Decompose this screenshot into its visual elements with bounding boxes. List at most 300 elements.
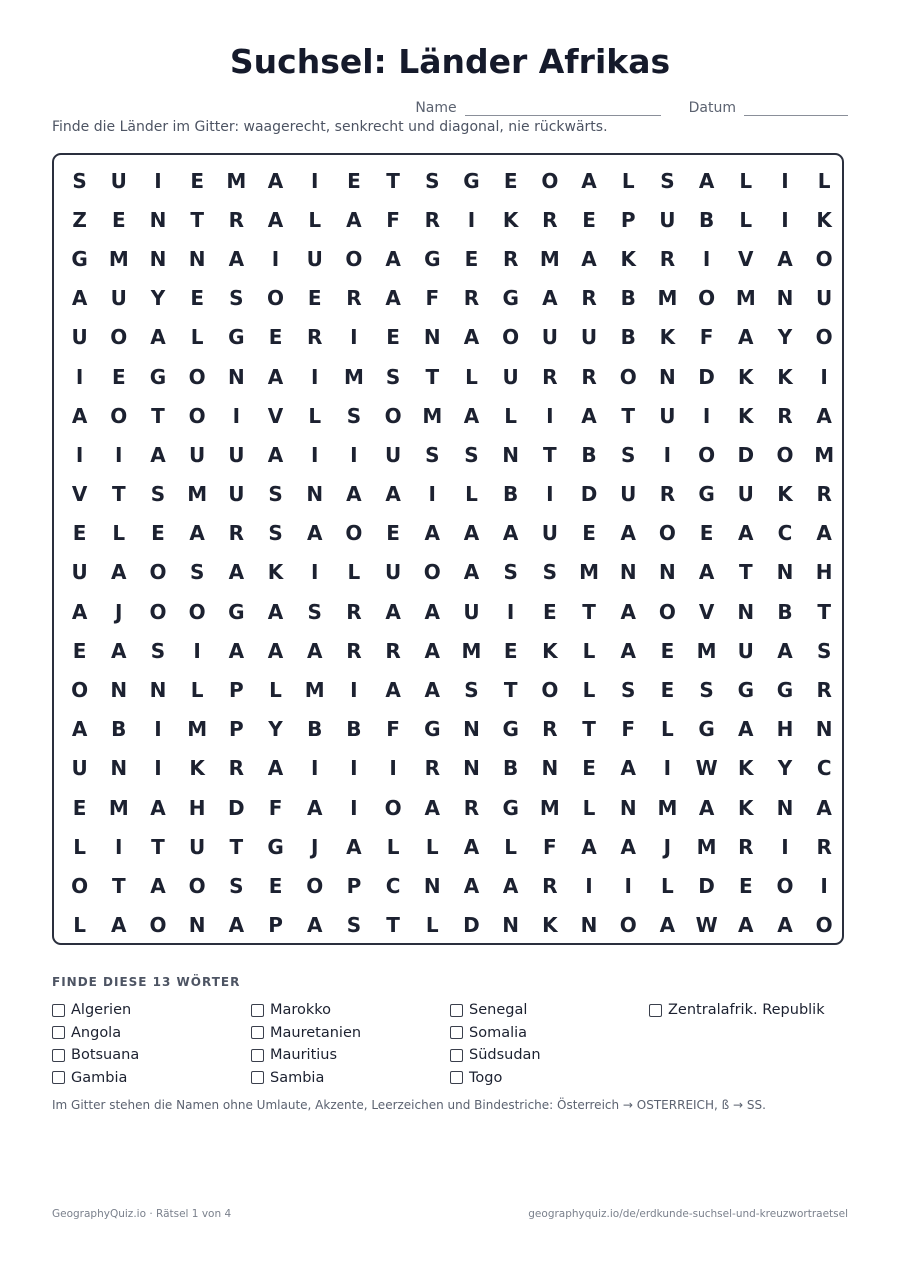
grid-cell[interactable]: G (228, 599, 245, 624)
grid-cell[interactable]: W (695, 913, 718, 938)
grid-cell[interactable]: U (816, 286, 833, 311)
grid-cell[interactable]: R (738, 834, 754, 859)
grid-cell[interactable]: C (777, 521, 793, 546)
grid-cell[interactable]: H (188, 795, 206, 820)
grid-cell[interactable]: G (737, 678, 754, 703)
grid-cell[interactable]: O (698, 286, 716, 311)
grid-cell[interactable]: T (503, 678, 518, 703)
grid-cell[interactable]: A (698, 168, 715, 193)
grid-cell[interactable]: I (781, 207, 789, 232)
grid-cell[interactable]: T (151, 403, 165, 428)
grid-cell[interactable]: R (463, 286, 480, 311)
date-field[interactable] (744, 101, 848, 116)
grid-cell[interactable]: A (150, 873, 166, 898)
grid-cell[interactable]: K (620, 246, 636, 271)
grid-cell[interactable]: I (232, 403, 241, 428)
grid-cell[interactable]: O (815, 325, 833, 350)
grid-cell[interactable]: G (502, 717, 519, 742)
grid-cell[interactable]: A (463, 834, 480, 859)
grid-cell[interactable]: U (306, 246, 323, 271)
grid-cell[interactable]: A (502, 521, 519, 546)
grid-cell[interactable]: A (738, 717, 754, 742)
grid-cell[interactable]: S (150, 482, 166, 507)
grid-cell[interactable]: M (187, 717, 208, 742)
grid-cell[interactable]: I (350, 325, 358, 350)
grid-cell[interactable]: G (267, 834, 284, 859)
grid-cell[interactable]: B (777, 599, 793, 624)
grid-cell[interactable]: G (502, 286, 519, 311)
grid-cell[interactable]: A (267, 442, 284, 467)
grid-cell[interactable]: S (150, 638, 166, 663)
grid-cell[interactable]: A (385, 599, 401, 624)
grid-cell[interactable]: G (424, 246, 441, 271)
grid-cell[interactable]: N (580, 913, 598, 938)
grid-cell[interactable]: A (346, 207, 362, 232)
checkbox-icon[interactable] (450, 1004, 463, 1017)
grid-cell[interactable]: R (424, 756, 440, 781)
grid-cell[interactable]: F (386, 207, 400, 232)
grid-cell[interactable]: M (226, 168, 247, 193)
grid-cell[interactable]: G (149, 364, 167, 389)
grid-cell[interactable]: U (659, 207, 676, 232)
grid-cell[interactable]: G (698, 482, 715, 507)
grid-cell[interactable]: M (187, 482, 208, 507)
grid-cell[interactable]: M (814, 442, 835, 467)
grid-cell[interactable]: L (661, 873, 674, 898)
grid-cell[interactable]: R (424, 207, 440, 232)
word-list-item[interactable] (52, 999, 251, 1022)
grid-cell[interactable]: O (776, 442, 794, 467)
grid-cell[interactable]: A (463, 560, 480, 585)
grid-cell[interactable]: R (502, 246, 519, 271)
grid-cell[interactable]: B (346, 717, 362, 742)
grid-cell[interactable]: O (306, 873, 324, 898)
grid-cell[interactable]: A (816, 795, 832, 820)
grid-cell[interactable]: K (816, 207, 832, 232)
word-list-item[interactable] (52, 1067, 251, 1090)
grid-cell[interactable]: S (229, 286, 244, 311)
grid-cell[interactable]: M (539, 246, 560, 271)
grid-cell[interactable]: A (306, 795, 323, 820)
grid-cell[interactable]: I (115, 834, 123, 859)
grid-cell[interactable]: M (696, 834, 717, 859)
grid-cell[interactable]: A (463, 403, 480, 428)
grid-cell[interactable]: A (267, 364, 284, 389)
grid-cell[interactable]: S (503, 560, 518, 585)
grid-cell[interactable]: E (386, 325, 400, 350)
grid-cell[interactable]: N (659, 560, 676, 585)
grid-cell[interactable]: B (111, 717, 127, 742)
grid-cell[interactable]: S (72, 168, 87, 193)
grid-cell[interactable]: O (658, 599, 676, 624)
grid-cell[interactable]: A (111, 913, 127, 938)
checkbox-icon[interactable] (52, 1049, 65, 1062)
grid-cell[interactable]: O (188, 873, 206, 898)
grid-cell[interactable]: A (502, 873, 519, 898)
grid-cell[interactable]: Y (777, 756, 793, 781)
grid-cell[interactable]: I (154, 717, 162, 742)
grid-cell[interactable]: A (620, 638, 636, 663)
grid-cell[interactable]: U (659, 403, 676, 428)
grid-cell[interactable]: F (621, 717, 636, 742)
grid-cell[interactable]: I (310, 756, 319, 781)
grid-cell[interactable]: L (73, 913, 86, 938)
grid-cell[interactable]: F (543, 834, 557, 859)
grid-cell[interactable]: A (738, 325, 754, 350)
grid-cell[interactable]: E (268, 873, 283, 898)
grid-cell[interactable]: F (699, 325, 714, 350)
grid-cell[interactable]: E (111, 364, 126, 389)
grid-cell[interactable]: E (582, 756, 596, 781)
grid-cell[interactable]: K (542, 638, 558, 663)
grid-cell[interactable]: E (543, 599, 557, 624)
grid-cell[interactable]: A (385, 246, 401, 271)
grid-cell[interactable]: H (776, 717, 794, 742)
grid-cell[interactable]: I (115, 442, 123, 467)
grid-cell[interactable]: N (227, 364, 245, 389)
grid-cell[interactable]: N (776, 560, 794, 585)
grid-cell[interactable]: T (738, 560, 753, 585)
grid-cell[interactable]: T (111, 482, 126, 507)
grid-cell[interactable]: L (347, 560, 361, 585)
grid-cell[interactable]: S (621, 678, 636, 703)
grid-cell[interactable]: R (542, 207, 558, 232)
grid-cell[interactable]: R (346, 638, 362, 663)
grid-cell[interactable]: U (384, 442, 402, 467)
grid-cell[interactable]: A (620, 834, 636, 859)
grid-cell[interactable]: P (229, 678, 244, 703)
grid-cell[interactable]: I (310, 168, 319, 193)
grid-cell[interactable]: A (424, 678, 441, 703)
word-list-item[interactable] (251, 1067, 450, 1090)
grid-cell[interactable]: R (659, 482, 676, 507)
word-list-item[interactable] (450, 1044, 649, 1067)
grid-cell[interactable]: O (110, 403, 128, 428)
grid-cell[interactable]: J (310, 834, 319, 859)
grid-cell[interactable]: L (504, 834, 518, 859)
grid-cell[interactable]: E (190, 168, 204, 193)
grid-cell[interactable]: R (228, 756, 245, 781)
grid-cell[interactable]: D (698, 873, 715, 898)
grid-cell[interactable]: M (657, 795, 678, 820)
grid-cell[interactable]: D (463, 913, 480, 938)
grid-cell[interactable]: V (738, 246, 754, 271)
grid-cell[interactable]: A (306, 913, 323, 938)
grid-cell[interactable]: U (384, 560, 402, 585)
grid-cell[interactable]: E (503, 638, 518, 663)
grid-cell[interactable]: O (619, 913, 637, 938)
grid-cell[interactable]: G (228, 325, 245, 350)
grid-cell[interactable]: B (620, 325, 636, 350)
grid-cell[interactable]: K (738, 364, 754, 389)
grid-cell[interactable]: M (657, 286, 678, 311)
grid-cell[interactable]: A (777, 913, 793, 938)
grid-cell[interactable]: I (310, 442, 319, 467)
grid-cell[interactable]: R (346, 286, 362, 311)
grid-cell[interactable]: A (228, 638, 245, 663)
grid-cell[interactable]: A (306, 521, 323, 546)
grid-cell[interactable]: U (189, 834, 206, 859)
word-list-item[interactable] (450, 1067, 649, 1090)
grid-cell[interactable]: M (696, 638, 717, 663)
grid-cell[interactable]: A (581, 168, 597, 193)
grid-cell[interactable]: I (546, 403, 554, 428)
grid-cell[interactable]: P (620, 207, 636, 232)
grid-cell[interactable]: T (229, 834, 244, 859)
grid-cell[interactable]: K (738, 795, 754, 820)
grid-cell[interactable]: E (268, 325, 283, 350)
grid-cell[interactable]: O (815, 246, 833, 271)
checkbox-icon[interactable] (450, 1071, 463, 1084)
grid-cell[interactable]: L (425, 913, 439, 938)
grid-cell[interactable]: T (151, 834, 165, 859)
grid-cell[interactable]: L (582, 678, 596, 703)
grid-cell[interactable]: O (188, 403, 206, 428)
grid-cell[interactable]: U (228, 482, 245, 507)
grid-cell[interactable]: M (422, 403, 443, 428)
grid-cell[interactable]: T (190, 207, 204, 232)
grid-cell[interactable]: M (108, 246, 129, 271)
grid-cell[interactable]: R (228, 521, 245, 546)
grid-cell[interactable]: P (346, 873, 362, 898)
grid-cell[interactable]: J (663, 834, 672, 859)
grid-cell[interactable]: S (699, 678, 714, 703)
grid-cell[interactable]: K (659, 325, 676, 350)
grid-cell[interactable]: I (75, 442, 84, 467)
grid-cell[interactable]: H (815, 560, 833, 585)
grid-cell[interactable]: A (228, 913, 245, 938)
grid-cell[interactable]: E (72, 638, 87, 663)
grid-cell[interactable]: I (389, 756, 397, 781)
grid-cell[interactable]: N (463, 756, 480, 781)
grid-cell[interactable]: B (503, 482, 519, 507)
word-list-item[interactable] (52, 1044, 251, 1067)
grid-cell[interactable]: R (659, 246, 676, 271)
grid-cell[interactable]: A (189, 521, 205, 546)
grid-cell[interactable]: A (581, 403, 597, 428)
grid-cell[interactable]: I (428, 482, 436, 507)
grid-cell[interactable]: S (307, 599, 322, 624)
grid-cell[interactable]: V (71, 482, 88, 507)
grid-cell[interactable]: E (582, 521, 596, 546)
grid-cell[interactable]: U (502, 364, 519, 389)
grid-cell[interactable]: R (385, 638, 401, 663)
grid-cell[interactable]: E (307, 286, 322, 311)
grid-cell[interactable]: A (698, 795, 715, 820)
grid-cell[interactable]: T (582, 717, 596, 742)
grid-cell[interactable]: R (581, 286, 597, 311)
grid-cell[interactable]: A (71, 403, 88, 428)
grid-cell[interactable]: O (776, 873, 794, 898)
name-field[interactable] (465, 101, 661, 116)
grid-cell[interactable]: A (463, 325, 480, 350)
grid-cell[interactable]: L (190, 678, 204, 703)
grid-cell[interactable]: I (310, 364, 319, 389)
grid-cell[interactable]: N (306, 482, 324, 507)
grid-cell[interactable]: A (581, 834, 597, 859)
grid-cell[interactable]: W (695, 756, 718, 781)
grid-cell[interactable]: Y (268, 717, 283, 742)
grid-cell[interactable]: N (463, 717, 480, 742)
grid-cell[interactable]: I (624, 873, 632, 898)
grid-cell[interactable]: O (423, 560, 441, 585)
grid-cell[interactable]: U (110, 168, 127, 193)
grid-cell[interactable]: L (425, 834, 439, 859)
word-list-item[interactable] (52, 1022, 251, 1045)
grid-cell[interactable]: C (385, 873, 401, 898)
grid-cell[interactable]: N (541, 756, 559, 781)
grid-cell[interactable]: O (502, 325, 520, 350)
grid-cell[interactable]: N (815, 717, 833, 742)
grid-cell[interactable]: F (386, 717, 400, 742)
grid-cell[interactable]: O (619, 364, 637, 389)
grid-cell[interactable]: I (781, 168, 789, 193)
grid-cell[interactable]: A (698, 560, 715, 585)
grid-cell[interactable]: S (268, 521, 283, 546)
grid-cell[interactable]: T (582, 599, 596, 624)
grid-cell[interactable]: E (738, 873, 753, 898)
grid-cell[interactable]: B (620, 286, 636, 311)
grid-cell[interactable]: A (620, 756, 636, 781)
grid-cell[interactable]: O (698, 442, 716, 467)
grid-cell[interactable]: N (423, 873, 441, 898)
grid-cell[interactable]: L (817, 168, 831, 193)
grid-cell[interactable]: U (228, 442, 245, 467)
grid-cell[interactable]: K (502, 207, 519, 232)
grid-cell[interactable]: O (71, 678, 89, 703)
grid-cell[interactable]: A (267, 599, 284, 624)
grid-cell[interactable]: A (267, 168, 284, 193)
grid-cell[interactable]: I (350, 795, 358, 820)
grid-cell[interactable]: R (542, 364, 558, 389)
grid-cell[interactable]: Z (72, 207, 87, 232)
grid-cell[interactable]: S (346, 403, 362, 428)
grid-cell[interactable]: U (541, 325, 558, 350)
grid-cell[interactable]: F (268, 795, 283, 820)
grid-cell[interactable]: B (503, 756, 519, 781)
grid-cell[interactable]: O (384, 403, 402, 428)
grid-cell[interactable]: T (425, 364, 440, 389)
checkbox-icon[interactable] (251, 1004, 264, 1017)
grid-cell[interactable]: U (110, 286, 127, 311)
grid-cell[interactable]: O (815, 913, 833, 938)
grid-cell[interactable]: S (816, 638, 832, 663)
grid-cell[interactable]: T (386, 168, 400, 193)
checkbox-icon[interactable] (52, 1004, 65, 1017)
grid-cell[interactable]: U (71, 325, 88, 350)
grid-cell[interactable]: L (386, 834, 400, 859)
grid-cell[interactable]: A (71, 286, 88, 311)
grid-cell[interactable]: K (777, 482, 793, 507)
grid-cell[interactable]: A (777, 246, 793, 271)
grid-cell[interactable]: L (582, 638, 596, 663)
grid-cell[interactable]: A (620, 521, 636, 546)
grid-cell[interactable]: A (424, 599, 441, 624)
grid-cell[interactable]: T (817, 599, 831, 624)
grid-cell[interactable]: S (346, 913, 362, 938)
grid-cell[interactable]: O (149, 560, 167, 585)
word-list-item[interactable] (649, 999, 848, 1022)
checkbox-icon[interactable] (251, 1026, 264, 1039)
grid-cell[interactable]: V (698, 599, 715, 624)
grid-cell[interactable]: O (110, 325, 128, 350)
grid-cell[interactable]: J (115, 599, 123, 624)
grid-cell[interactable]: L (465, 364, 478, 389)
grid-cell[interactable]: M (579, 560, 599, 585)
grid-cell[interactable]: P (268, 913, 283, 938)
grid-cell[interactable]: S (425, 168, 440, 193)
grid-cell[interactable]: L (739, 168, 753, 193)
grid-cell[interactable]: A (463, 521, 480, 546)
grid-cell[interactable]: S (542, 560, 558, 585)
grid-cell[interactable]: O (345, 246, 363, 271)
grid-cell[interactable]: N (110, 756, 128, 781)
grid-cell[interactable]: M (461, 638, 482, 663)
grid-cell[interactable]: Y (777, 325, 793, 350)
grid-cell[interactable]: E (347, 168, 361, 193)
grid-cell[interactable]: I (781, 834, 789, 859)
grid-cell[interactable]: E (190, 286, 204, 311)
grid-cell[interactable]: D (228, 795, 245, 820)
word-list-item[interactable] (450, 1022, 649, 1045)
grid-cell[interactable]: A (738, 521, 754, 546)
grid-cell[interactable]: U (620, 482, 637, 507)
grid-cell[interactable]: N (188, 246, 206, 271)
grid-cell[interactable]: R (581, 364, 597, 389)
grid-cell[interactable]: P (229, 717, 244, 742)
grid-cell[interactable]: O (149, 913, 167, 938)
grid-cell[interactable]: S (268, 482, 283, 507)
word-list-item[interactable] (251, 1022, 450, 1045)
grid-cell[interactable]: L (112, 521, 126, 546)
grid-cell[interactable]: C (816, 756, 832, 781)
checkbox-icon[interactable] (251, 1071, 264, 1084)
grid-cell[interactable]: G (463, 168, 480, 193)
grid-cell[interactable]: B (698, 207, 715, 232)
grid-cell[interactable]: N (737, 599, 755, 624)
grid-cell[interactable]: I (546, 482, 554, 507)
grid-cell[interactable]: R (307, 325, 323, 350)
grid-cell[interactable]: R (816, 678, 832, 703)
grid-cell[interactable]: M (304, 678, 325, 703)
grid-cell[interactable]: S (621, 442, 636, 467)
grid-cell[interactable]: U (463, 599, 480, 624)
grid-cell[interactable]: A (659, 913, 676, 938)
grid-cell[interactable]: R (777, 403, 793, 428)
checkbox-icon[interactable] (450, 1049, 463, 1062)
grid-cell[interactable]: S (229, 873, 244, 898)
grid-cell[interactable]: I (193, 638, 201, 663)
word-list-item[interactable] (450, 999, 649, 1022)
grid-cell[interactable]: S (189, 560, 205, 585)
grid-cell[interactable]: E (660, 678, 675, 703)
grid-cell[interactable]: R (463, 795, 480, 820)
grid-cell[interactable]: U (71, 560, 88, 585)
grid-cell[interactable]: E (582, 207, 596, 232)
grid-cell[interactable]: T (111, 873, 126, 898)
grid-cell[interactable]: I (350, 756, 358, 781)
grid-cell[interactable]: A (346, 482, 362, 507)
grid-cell[interactable]: A (424, 795, 441, 820)
grid-cell[interactable]: A (385, 482, 401, 507)
grid-cell[interactable]: A (267, 207, 284, 232)
checkbox-icon[interactable] (251, 1049, 264, 1062)
grid-cell[interactable]: R (542, 873, 558, 898)
grid-cell[interactable]: O (188, 599, 206, 624)
grid-cell[interactable]: N (502, 913, 520, 938)
grid-cell[interactable]: N (619, 795, 637, 820)
grid-cell[interactable]: D (737, 442, 755, 467)
